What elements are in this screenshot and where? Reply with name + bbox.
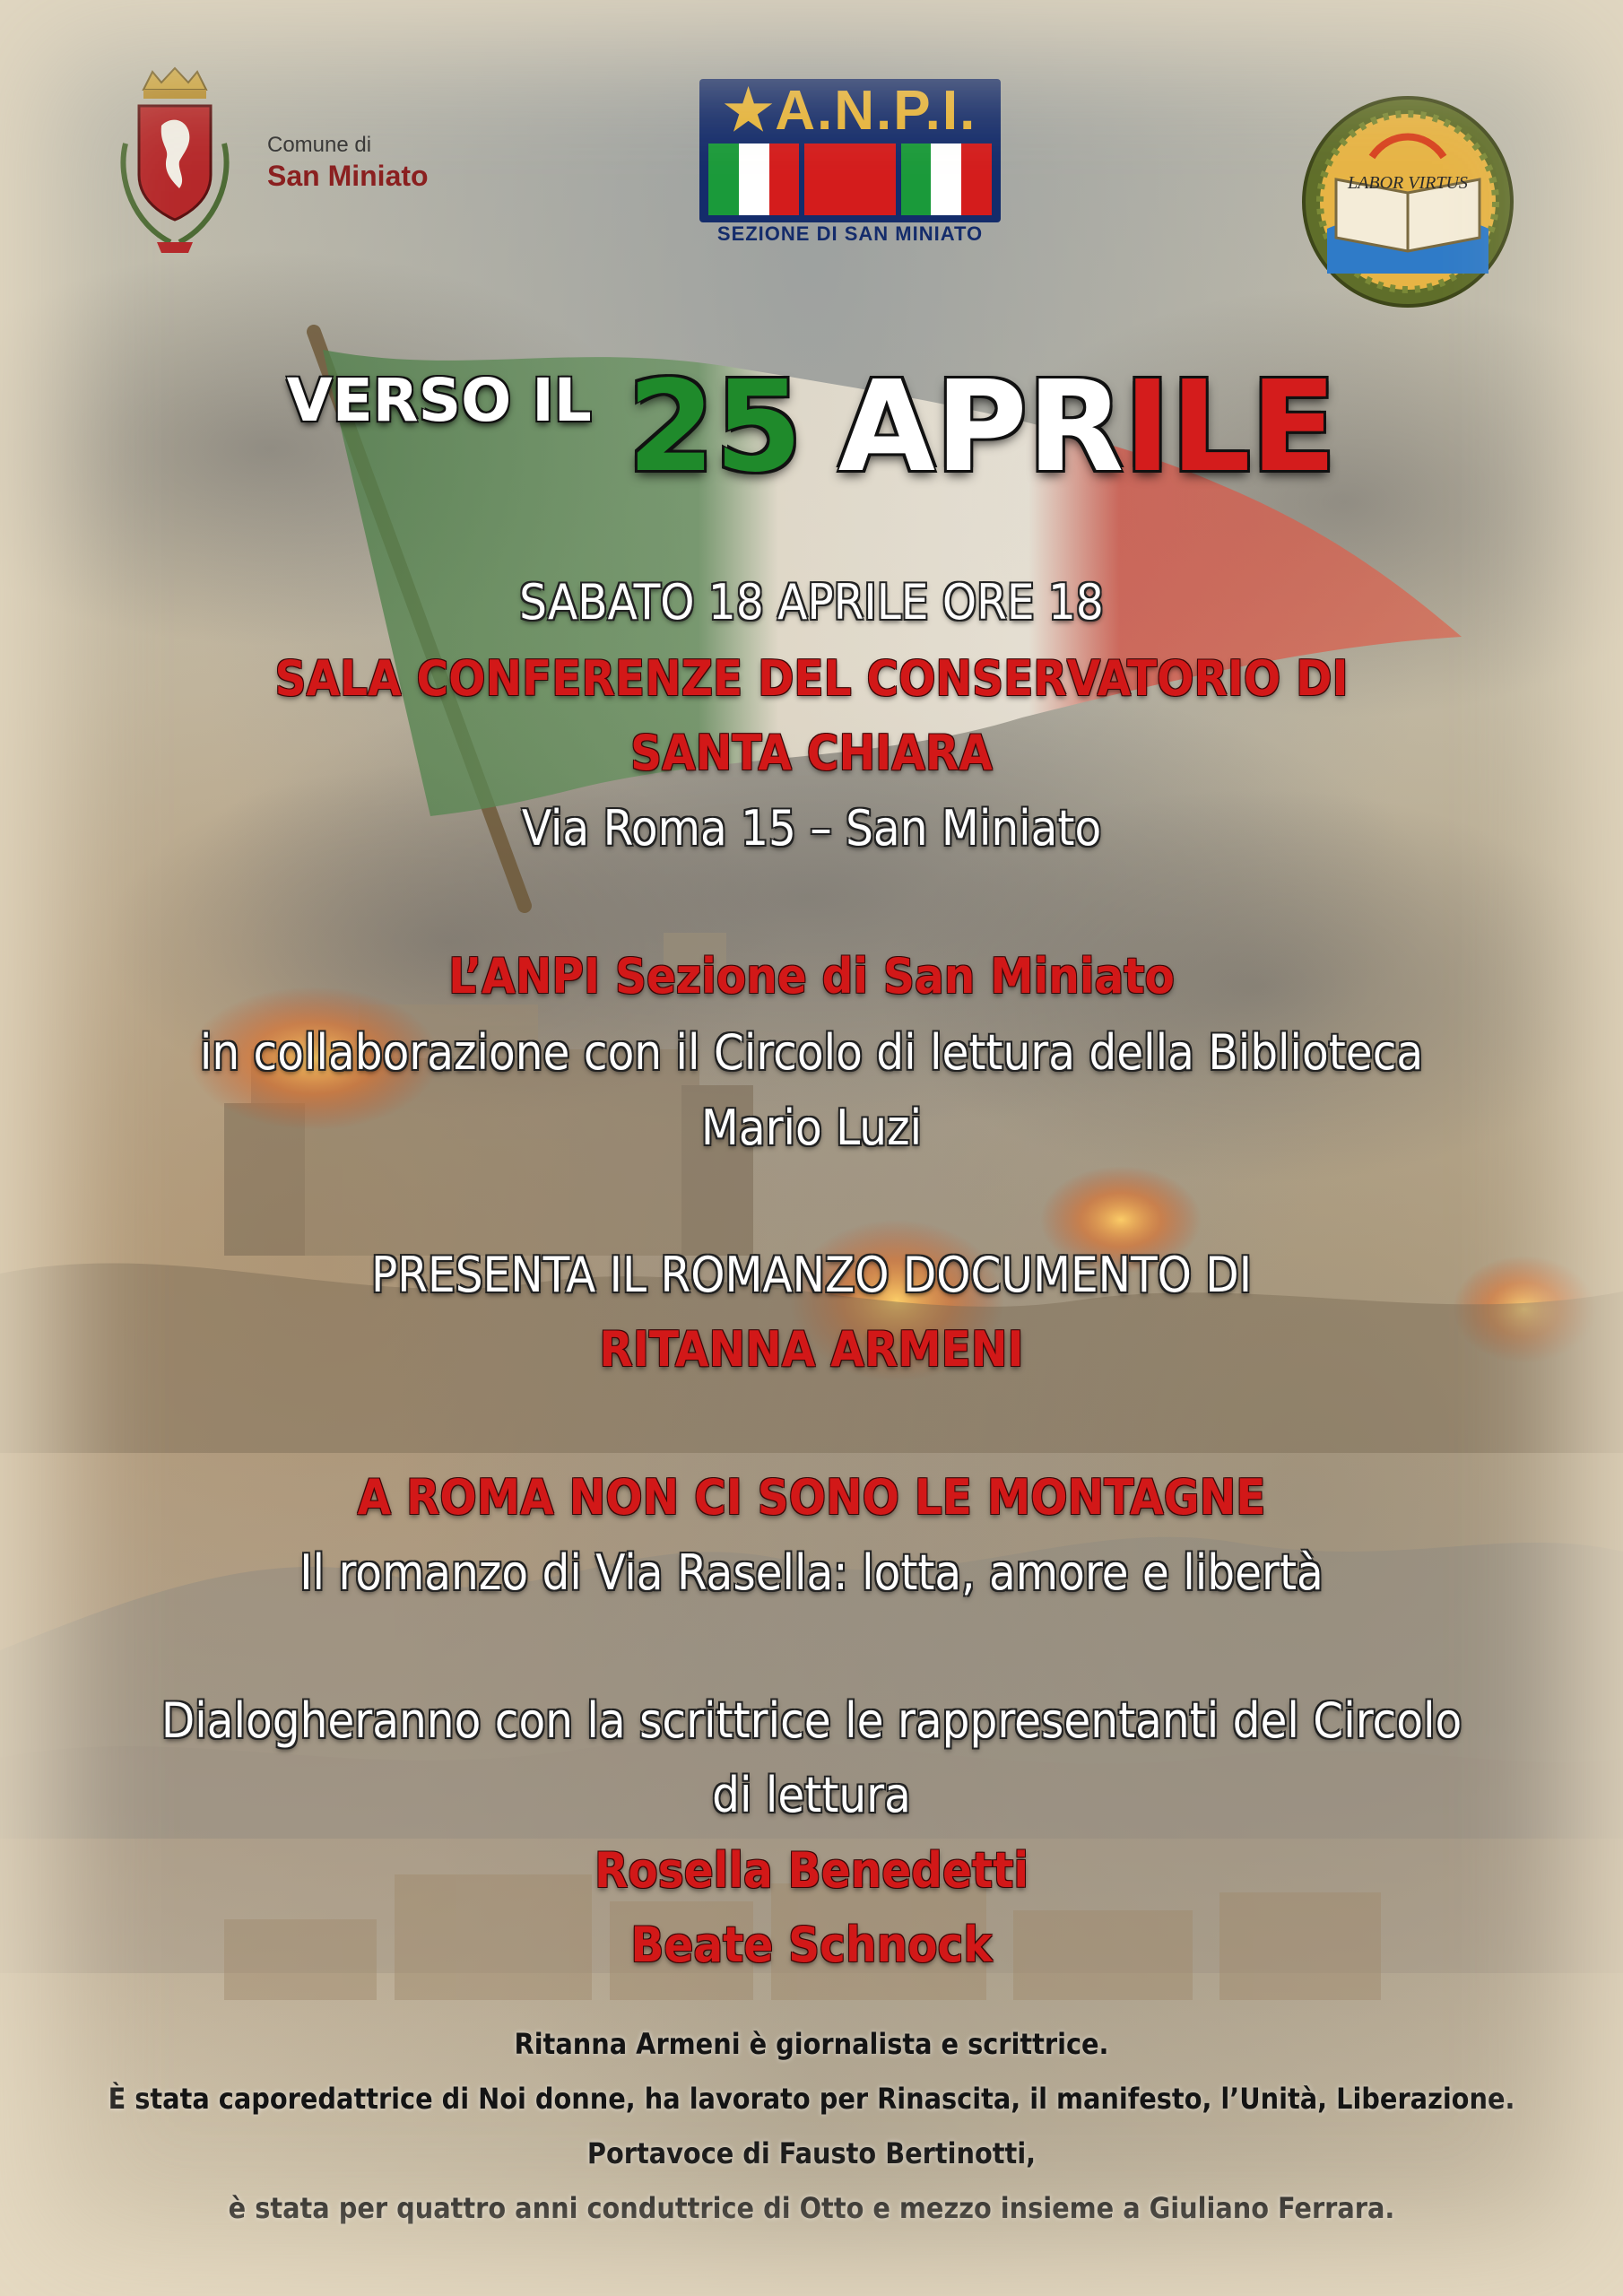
headline-word-white: APR — [838, 354, 1124, 500]
presentation-author: RITANNA ARMENI — [599, 1321, 1024, 1378]
comune-label-small: Comune di — [267, 133, 372, 157]
presentation-label: PRESENTA IL ROMANZO DOCUMENTO DI — [370, 1247, 1253, 1303]
organizer-collab-line1: in collaborazione con il Circolo di lettura della Biblioteca — [199, 1024, 1424, 1081]
emblem-motto: LABOR VIRTUS — [1348, 173, 1468, 193]
book-subtitle: Il romanzo di Via Rasella: lotta, amore e libertà — [299, 1544, 1324, 1601]
open-book-emblem-icon — [1300, 94, 1515, 309]
bio-line: Portavoce di Fausto Bertinotti, — [586, 2136, 1037, 2170]
headline-prefix: VERSO IL — [286, 366, 592, 435]
organizer-name: L’ANPI Sezione di San Miniato — [448, 948, 1175, 1004]
anpi-logo-box — [699, 79, 1001, 222]
comune-label-name: San Miniato — [267, 160, 429, 192]
event-venue-line2: SANTA CHIARA — [630, 725, 993, 781]
anpi-logo-title: ★A.N.P.I. — [723, 80, 977, 142]
dialogue-line2: di lettura — [712, 1767, 911, 1823]
event-venue-line1: SALA CONFERENZE DEL CONSERVATORIO DI — [274, 650, 1349, 707]
anpi-tricolor-icon — [708, 144, 992, 215]
organizer-collab-line2: Mario Luzi — [700, 1100, 923, 1156]
bio-line: Ritanna Armeni è giornalista e scrittrice. — [514, 2027, 1109, 2061]
event-address: Via Roma 15 – San Miniato — [521, 800, 1102, 857]
dialogue-person1: Rosella Benedetti — [595, 1842, 1028, 1899]
book-title: A ROMA NON CI SONO LE MONTAGNE — [357, 1469, 1266, 1526]
bio-line: È stata caporedattrice di Noi donne, ha lavorato per Rinascita, il manifesto, l’Unità, Liberazione. — [108, 2082, 1515, 2116]
event-date: SABATO 18 APRILE ORE 18 — [519, 574, 1104, 631]
headline-word-red: ILE — [1124, 354, 1337, 500]
anpi-logo — [699, 79, 1001, 249]
bio-line: è stata per quattro anni conduttrice di Otto e mezzo insieme a Giuliano Ferrara. — [228, 2191, 1395, 2225]
headline — [0, 354, 1623, 500]
dialogue-person2: Beate Schnock — [630, 1917, 993, 1973]
coat-of-arms-icon — [108, 63, 242, 260]
comune-logo — [108, 63, 439, 260]
anpi-logo-subtitle: SEZIONE DI SAN MINIATO — [716, 222, 984, 245]
dialogue-line1: Dialogheranno con la scrittrice le rappresentanti del Circolo — [161, 1692, 1462, 1749]
headline-number: 25 — [627, 354, 803, 500]
